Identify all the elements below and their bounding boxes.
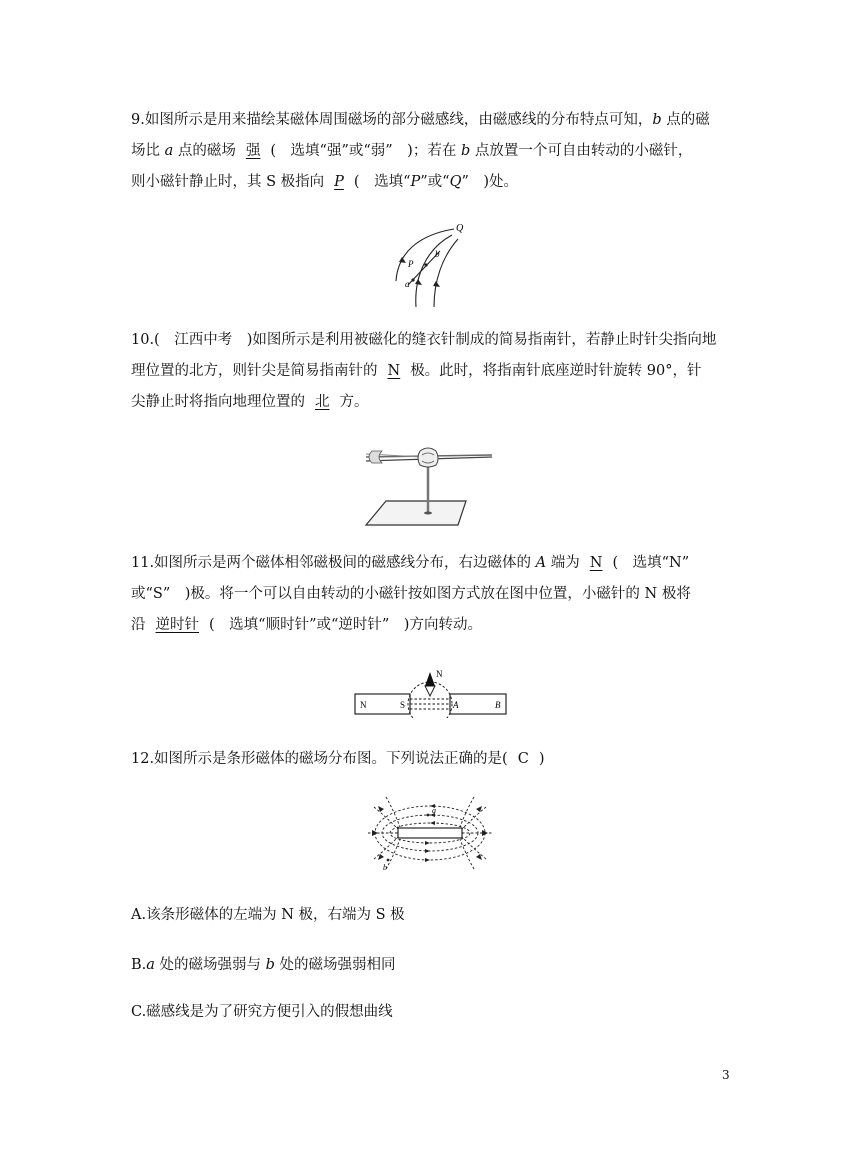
fig9-label-q: Q (456, 223, 464, 234)
question-9 (131, 105, 731, 198)
question-10 (131, 325, 731, 418)
page-number: 3 (722, 1068, 730, 1082)
q10-line-1: 10.( 江西中考 )如图所示是利用被磁化的缝衣针制成的简易指南针，若静止时针尖指向地 (131, 332, 717, 348)
magnetic-field-lines-figure (388, 223, 468, 309)
q12-option-b: B.a 处的磁场强弱与 b 处的磁场强弱相同 (131, 957, 396, 973)
fig11-s-label: S (400, 700, 406, 710)
q12-option-c: C.磁感线是为了研究方便引入的假想曲线 (131, 1004, 393, 1020)
q9-line-3: 则小磁针静止时，其 S 极指向 P ( 选填“P”或“Q” )处。 (131, 167, 731, 198)
q9-line-1: 9.如图所示是用来描绘某磁体周围磁场的部分磁感线，由磁感线的分布特点可知，b 点的磁 (131, 112, 710, 128)
q10-line-3: 尖静止时将指向地理位置的 北 方。 (131, 387, 731, 418)
fig11-b-label: B (495, 700, 501, 710)
question-12 (131, 744, 731, 775)
q11-line-1: 11.如图所示是两个磁体相邻磁极间的磁感线分布，右边磁体的 A 端为 N ( 选填“N” (131, 548, 731, 579)
q10-answer-2: 北 (315, 394, 330, 410)
fig11-a-label: A (453, 700, 459, 710)
q10-answer-1: N (387, 363, 401, 379)
q9-answer-2: P (334, 174, 344, 190)
fig9-label-p: P (408, 259, 414, 269)
q9-line-2: 场比 a 点的磁场 强 ( 选填“强”或“弱” )；若在 b 点放置一个可自由转动的小磁针， (131, 136, 731, 167)
question-11 (131, 548, 731, 641)
fig9-label-b: b (435, 249, 440, 259)
fig11-needle-n-label: N (436, 669, 443, 679)
q12-option-a: A.该条形磁体的左端为 N 极，右端为 S 极 (131, 907, 405, 923)
bar-magnet-field-figure (366, 793, 494, 873)
q12-stem: 12.如图所示是条形磁体的磁场分布图。下列说法正确的是( C ) (131, 751, 545, 767)
q11-answer-2: 逆时针 (155, 617, 199, 633)
needle-compass-photo (362, 443, 496, 529)
q9-answer-1: 强 (245, 143, 261, 159)
q11-line-3: 沿 逆时针 ( 选填“顺时针”或“逆时针” )方向转动。 (131, 610, 731, 641)
fig11-left-n-label: N (360, 700, 367, 710)
q11-answer-1: N (589, 555, 603, 571)
fig9-label-a: a (405, 279, 410, 289)
fig12-label-a: a (432, 806, 436, 815)
q12-answer: C (517, 751, 529, 767)
q11-line-2: 或“S” )极。将一个可以自由转动的小磁针按如图方式放在图中位置，小磁针的 N 极将 (131, 586, 691, 602)
q10-line-2: 理位置的北方，则针尖是简易指南针的 N 极。此时，将指南针底座逆时针旋转 90°，针 (131, 356, 731, 387)
two-magnets-figure (352, 666, 510, 718)
fig12-label-b: b (383, 863, 387, 872)
